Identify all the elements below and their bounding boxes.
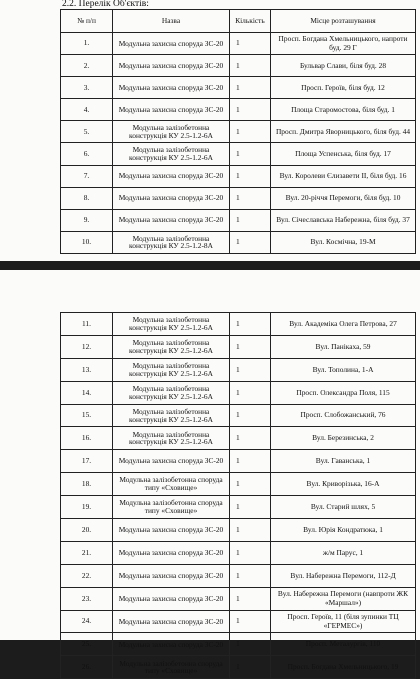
- table-row: [61, 519, 416, 542]
- object-location: Просп. Богдана Хмельницького, напроти буд. 29 Г: [271, 33, 416, 55]
- row-number: 8.: [61, 187, 113, 209]
- object-location: Вул. Березинська, 2: [271, 427, 416, 450]
- table-row: [61, 633, 416, 656]
- objects-table-top: [60, 9, 416, 254]
- object-name: Модульна захисна споруда ЗС-20: [113, 187, 230, 209]
- object-location: Вул. Січеславська Набережна, біля буд. 37: [271, 209, 416, 231]
- document-page-bottom: [0, 270, 420, 676]
- object-quantity: 1: [230, 633, 271, 656]
- table-row: [61, 143, 416, 165]
- object-quantity: 1: [230, 165, 271, 187]
- object-name: Модульна захисна споруда ЗС-20: [113, 587, 230, 610]
- object-name: Модульна залізобетонна конструкція КУ 2.5-1.2-6А: [113, 358, 230, 381]
- object-location: ж/м Парус, 1: [271, 541, 416, 564]
- object-quantity: 1: [230, 99, 271, 121]
- object-quantity: 1: [230, 143, 271, 165]
- object-location: Просп. Героїв, біля буд. 12: [271, 77, 416, 99]
- object-quantity: 1: [230, 427, 271, 450]
- object-quantity: 1: [230, 313, 271, 336]
- object-location: Вул. Академіка Олега Петрова, 27: [271, 313, 416, 336]
- object-name: Модульна захисна споруда ЗС-20: [113, 33, 230, 55]
- table-row: [61, 564, 416, 587]
- object-name: Модульна залізобетонна конструкція КУ 2.5-1.2-6А: [113, 335, 230, 358]
- row-number: 1.: [61, 33, 113, 55]
- object-name: Модульна залізобетонна споруда типу «Сховище»: [113, 496, 230, 519]
- row-number: 21.: [61, 541, 113, 564]
- object-quantity: 1: [230, 404, 271, 427]
- object-location: Площа Старомостова, біля буд. 1: [271, 99, 416, 121]
- table-body-bottom: [61, 313, 416, 679]
- object-location: Просп. Олександра Поля, 115: [271, 381, 416, 404]
- object-quantity: 1: [230, 358, 271, 381]
- object-location: Просп. Дмитра Яворницького, біля буд. 44: [271, 121, 416, 143]
- object-location: Просп. Слобожанський, 76: [271, 404, 416, 427]
- table-row: [61, 358, 416, 381]
- table-row: [61, 656, 416, 679]
- object-name: Модульна захисна споруда ЗС-20: [113, 633, 230, 656]
- row-number: 14.: [61, 381, 113, 404]
- object-name: Модульна залізобетонна конструкція КУ 2.5-1.2-8А: [113, 231, 230, 253]
- table-row: [61, 231, 416, 253]
- object-location: Бульвар Слави, біля буд. 28: [271, 55, 416, 77]
- object-name: Модульна залізобетонна конструкція КУ 2.5-1.2-6А: [113, 381, 230, 404]
- object-name: Модульна залізобетонна конструкція КУ 2.5-1.2-6А: [113, 404, 230, 427]
- object-quantity: 1: [230, 610, 271, 633]
- object-name: Модульна захисна споруда ЗС-20: [113, 450, 230, 473]
- row-number: 20.: [61, 519, 113, 542]
- header-location: Місце розташування: [271, 10, 416, 33]
- row-number: 16.: [61, 427, 113, 450]
- row-number: 9.: [61, 209, 113, 231]
- header-num: № п/п: [61, 10, 113, 33]
- object-name: Модульна захисна споруда ЗС-20: [113, 209, 230, 231]
- object-quantity: 1: [230, 450, 271, 473]
- object-name: Модульна захисна споруда ЗС-20: [113, 165, 230, 187]
- table-row: [61, 335, 416, 358]
- row-number: 17.: [61, 450, 113, 473]
- table-row: [61, 165, 416, 187]
- header-name: Назва: [113, 10, 230, 33]
- table-row: [61, 209, 416, 231]
- object-location: Вул. Королеви Єлизавети ІІ, біля буд. 16: [271, 165, 416, 187]
- table-row: [61, 473, 416, 496]
- object-quantity: 1: [230, 656, 271, 679]
- object-location: Площа Успенська, біля буд. 17: [271, 143, 416, 165]
- table-row: [61, 313, 416, 336]
- header-qty: Кількість: [230, 10, 271, 33]
- object-name: Модульна захисна споруда ЗС-20: [113, 55, 230, 77]
- section-title: 2.2. Перелік Об'єктів:: [62, 0, 149, 9]
- object-quantity: 1: [230, 519, 271, 542]
- objects-table-bottom: [60, 312, 416, 679]
- table-row: [61, 33, 416, 55]
- table-row: [61, 496, 416, 519]
- table-row: [61, 610, 416, 633]
- object-location: Вул. 20-річчя Перемоги, біля буд. 10: [271, 187, 416, 209]
- object-quantity: 1: [230, 335, 271, 358]
- object-name: Модульна захисна споруда ЗС-20: [113, 610, 230, 633]
- object-location: Вул. Гаванська, 1: [271, 450, 416, 473]
- row-number: 15.: [61, 404, 113, 427]
- table-row: [61, 187, 416, 209]
- table-row: [61, 587, 416, 610]
- object-quantity: 1: [230, 33, 271, 55]
- object-quantity: 1: [230, 231, 271, 253]
- row-number: 5.: [61, 121, 113, 143]
- row-number: 19.: [61, 496, 113, 519]
- object-quantity: 1: [230, 587, 271, 610]
- row-number: 7.: [61, 165, 113, 187]
- table-row: [61, 99, 416, 121]
- object-name: Модульна залізобетонна конструкція КУ 2.5-1.2-6А: [113, 313, 230, 336]
- row-number: 4.: [61, 99, 113, 121]
- object-quantity: 1: [230, 77, 271, 99]
- object-name: Модульна залізобетонна споруда типу «Сховище»: [113, 656, 230, 679]
- object-name: Модульна захисна споруда ЗС-20: [113, 519, 230, 542]
- object-name: Модульна захисна споруда ЗС-20: [113, 77, 230, 99]
- table-row: [61, 55, 416, 77]
- row-number: 25.: [61, 633, 113, 656]
- row-number: 22.: [61, 564, 113, 587]
- table-row: [61, 121, 416, 143]
- table-row: [61, 450, 416, 473]
- object-quantity: 1: [230, 209, 271, 231]
- row-number: 6.: [61, 143, 113, 165]
- object-name: Модульна захисна споруда ЗС-20: [113, 564, 230, 587]
- object-name: Модульна залізобетонна споруда типу «Сховище»: [113, 473, 230, 496]
- object-quantity: 1: [230, 473, 271, 496]
- row-number: 24.: [61, 610, 113, 633]
- table-body-top: [61, 33, 416, 254]
- row-number: 18.: [61, 473, 113, 496]
- object-quantity: 1: [230, 187, 271, 209]
- object-location: Просп. Героїв, 11 (біля зупинки ТЦ «ГЕРМЕС»): [271, 610, 416, 633]
- row-number: 23.: [61, 587, 113, 610]
- row-number: 11.: [61, 313, 113, 336]
- table-header-row: [61, 10, 416, 33]
- object-quantity: 1: [230, 121, 271, 143]
- object-location: Вул. Старий шлях, 5: [271, 496, 416, 519]
- object-quantity: 1: [230, 381, 271, 404]
- object-location: Вул. Тополина, 1-А: [271, 358, 416, 381]
- row-number: 3.: [61, 77, 113, 99]
- object-location: Вул. Юрія Кондратюка, 1: [271, 519, 416, 542]
- object-quantity: 1: [230, 541, 271, 564]
- object-location: Вул. Панікаха, 59: [271, 335, 416, 358]
- object-location: Просп. Металургів, 110: [271, 633, 416, 656]
- table-row: [61, 404, 416, 427]
- row-number: 10.: [61, 231, 113, 253]
- table-row: [61, 427, 416, 450]
- table-row: [61, 77, 416, 99]
- row-number: 26.: [61, 656, 113, 679]
- object-location: Вул. Космічна, 19-М: [271, 231, 416, 253]
- object-name: Модульна захисна споруда ЗС-20: [113, 99, 230, 121]
- object-quantity: 1: [230, 55, 271, 77]
- object-quantity: 1: [230, 496, 271, 519]
- document-page-top: [0, 0, 420, 261]
- row-number: 13.: [61, 358, 113, 381]
- table-row: [61, 541, 416, 564]
- object-name: Модульна захисна споруда ЗС-20: [113, 541, 230, 564]
- object-name: Модульна залізобетонна конструкція КУ 2.5-1.2-6А: [113, 143, 230, 165]
- object-name: Модульна залізобетонна конструкція КУ 2.5-1.2-6А: [113, 427, 230, 450]
- table-row: [61, 381, 416, 404]
- object-location: Вул. Набережна Перемоги, 112-Д: [271, 564, 416, 587]
- row-number: 12.: [61, 335, 113, 358]
- object-location: Вул. Набережна Перемоги (навпроти ЖК «Маршал»): [271, 587, 416, 610]
- row-number: 2.: [61, 55, 113, 77]
- object-location: Просп. Богдана Хмельницького, 19: [271, 656, 416, 679]
- object-location: Вул. Криворізька, 16-А: [271, 473, 416, 496]
- object-quantity: 1: [230, 564, 271, 587]
- object-name: Модульна залізобетонна конструкція КУ 2.5-1.2-6А: [113, 121, 230, 143]
